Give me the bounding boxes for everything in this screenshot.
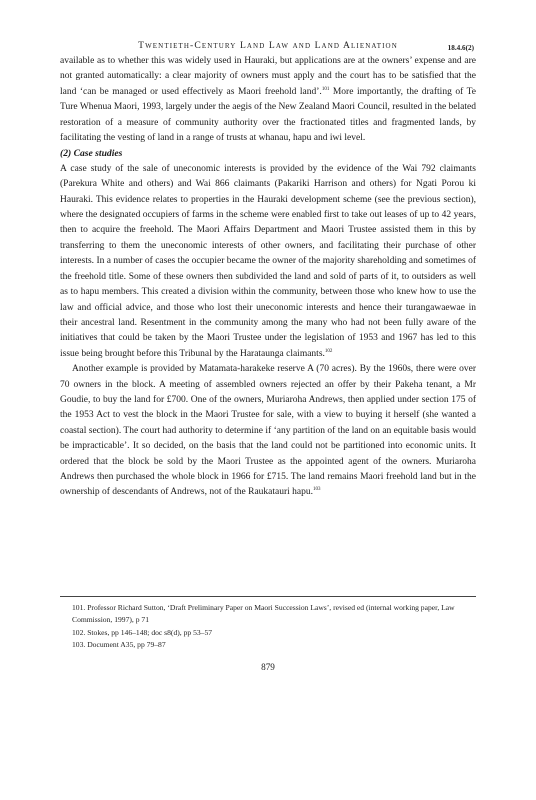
- footnotes: [60, 602, 476, 651]
- footnote-103: 103. Document A35, pp 79–87: [72, 639, 166, 649]
- paragraph-intro-text-2: More importantly, the drafting of Te Ture Whenua Maori, 1993, largely under the aegis of the New Zealand Maori Council, resulted in the belated restoration of a measure of community authority over the fractionated titles and fragmented lands, by facilitating the vesting of land in a range of trusts at whanau, hapu and iwi level.: [60, 86, 476, 144]
- running-head: Twentieth-Century Land Law and Land Alienation: [138, 40, 398, 51]
- section-reference: 18.4.6(2): [447, 44, 474, 52]
- footnote-101: 101. Professor Richard Sutton, ‘Draft Preliminary Paper on Maori Succession Laws’, revised ed (internal working paper, Law Commission, 1997), p 71: [72, 603, 455, 625]
- paragraph-case-study-2-text: Another example is provided by Matamata-harakeke reserve A (70 acres). By the 1960s, there were over 70 owners in the block. A meeting of assembled owners rejected an offer by their Pakeha tenant, a Mr Goudie, to buy the land for £700. One of the owners, Muriaroha Andrews, then applied under section 175 of the 1953 Act to vest the block in the Maori Trustee for sale, with a view to buying it herself (she wanted a coastal section). The court had authority to determine if ‘any partition of the land on an equitable basis would be impracticable’. It so decided, on the basis that the land could not be partitioned into economic units. It ordered that the block be sold by the Maori Trustee as the appointed agent of the owners. Muriaroha Andrews then purchased the whole block in 1966 for £715. The land remains Maori freehold land but in the ownership of descendants of Andrews, not of the Raukatauri hapu.: [60, 364, 476, 498]
- footnote-ref-103: 103: [313, 487, 321, 493]
- paragraph-intro-text: available as to whether this was widely used in Hauraki, but applications are at the owners’ expense and are not granted automatically: a clear majority of owners must apply and the court has to be satisfied that the land ‘can be managed or used effectively as Maori freehold land’.: [60, 56, 476, 97]
- body-text: [60, 54, 476, 501]
- footnote-divider: [60, 596, 476, 597]
- section-subheading: (2) Case studies: [60, 148, 123, 160]
- footnote-ref-102: 102: [324, 348, 333, 354]
- paragraph-case-study-1-text: A case study of the sale of uneconomic interests is provided by the evidence of the Wai 792 claimants (Parekura White and others) and Wai 866 claimants (Pakariki Harrison and others) for Ngati Porou ki Hauraki. This evidence relates to properties in the Hauraki development scheme (see the previous section), where the designated occupiers of farms in the scheme were enabled first to take out leases of up to 42 years, then to acquire the freehold. The Maori Affairs Department and Maori Trustee assisted them in this by transferring to them the uneconomic interests of other owners, and facilitating their purchase of other interests. In a number of cases the occupier became the owner of the majority shareholding and sometimes of the freehold title. Some of these owners then subdivided the land and sold of parts of it, to outsiders as well as to hapu members. This created a division within the community, between those who knew how to use the law and official advice, and those who lost their uneconomic interests and hence their turangawaewae in their ancestral land. Resentment in the community among the many who had not been fully aware of the initiatives that could be taken by the Maori Trustee under the legislation of 1953 and 1967 has led to this issue being brought before this Tribunal by the Harataunga claimants.: [60, 163, 476, 359]
- paragraph-intro: [60, 54, 476, 146]
- footnote-ref-101: 101: [321, 86, 330, 92]
- paragraph-case-study-2: [60, 362, 476, 501]
- paragraph-case-study-1: [60, 162, 476, 362]
- footnote-102: 102. Stokes, pp 146–148; doc s8(d), pp 53–57: [72, 627, 213, 637]
- page-number: 879: [261, 662, 275, 672]
